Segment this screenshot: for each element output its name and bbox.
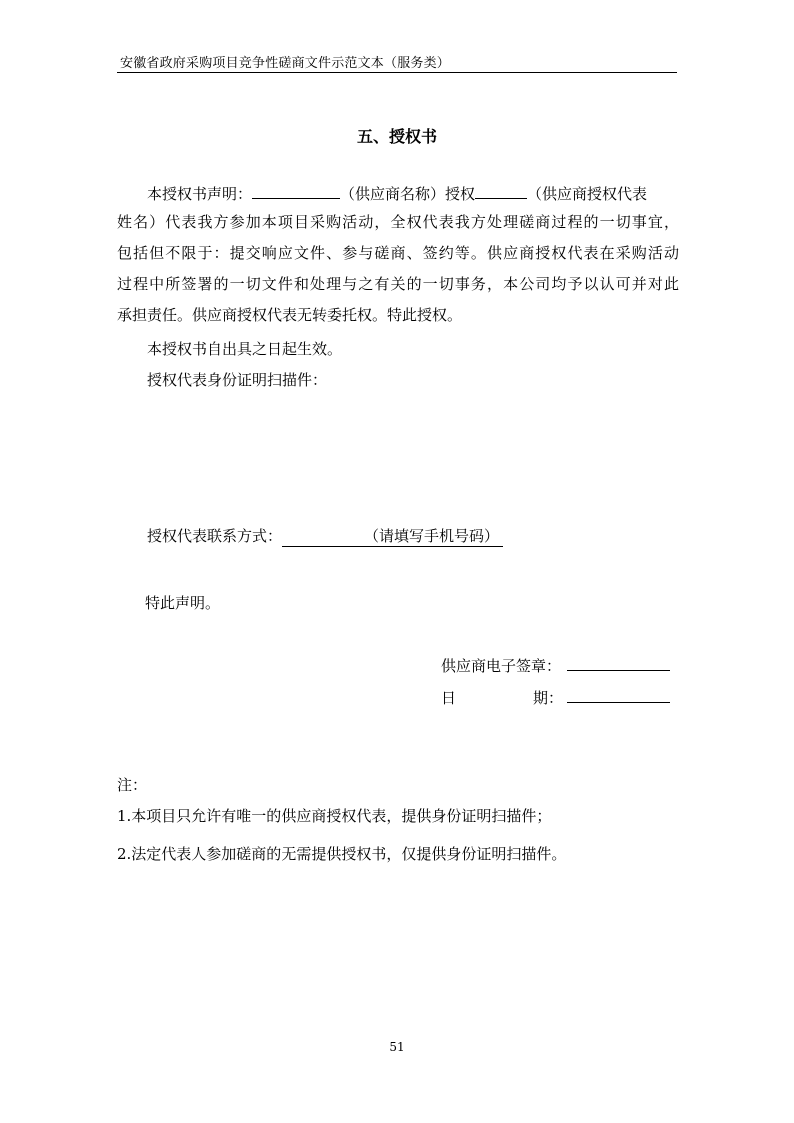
date-line [441,685,681,708]
paragraph-line-5: 承担责任。供应商授权代表无转委托权。特此授权。 [117,306,463,324]
id-scan-label: 授权代表身份证明扫描件： [147,371,328,389]
date-label-char: 日 [441,689,457,707]
declaration-text: 特此声明。 [145,594,221,612]
date-blank[interactable] [567,685,670,703]
representative-name-blank[interactable] [475,181,527,199]
contact-label: 授权代表联系方式： [147,527,283,545]
header-rule [117,72,677,73]
contact-line [117,526,709,547]
page-number: 51 [389,1040,405,1054]
seal-blank[interactable] [567,653,670,671]
contact-hint: （请填写手机号码） [364,527,500,545]
contact-field[interactable] [282,526,503,547]
paragraph-line-4: 过程中所签署的一切文件和处理与之有关的一切事务，本公司均予以认可并对此 [117,275,679,293]
representative-hint: （供应商授权代表 [527,185,648,203]
seal-line [441,653,681,676]
paragraph-line-2: 姓名）代表我方参加本项目采购活动，全权代表我方处理磋商过程的一切事宜， [117,213,679,231]
date-label-rest: 期： [533,689,564,707]
paragraph-line-1 [117,181,709,204]
note-item-2: 2.法定代表人参加磋商的无需提供授权书，仅提供身份证明扫描件。 [117,845,567,863]
note-item-1: 1.本项目只允许有唯一的供应商授权代表，提供身份证明扫描件； [117,807,552,825]
notes-heading: 注： [117,776,148,794]
effective-statement: 本授权书自出具之日起生效。 [147,340,343,358]
section-title: 五、授权书 [356,127,437,146]
seal-label: 供应商电子签章： [441,657,562,675]
statement-prefix: 本授权书声明： [147,185,253,203]
running-header: 安徽省政府采购项目竞争性磋商文件示范文本（服务类） [120,56,451,71]
supplier-name-blank[interactable] [252,181,340,199]
supplier-name-hint: （供应商名称）授权 [340,185,476,203]
paragraph-line-3: 包括但不限于：提交响应文件、参与磋商、签约等。供应商授权代表在采购活动 [117,244,679,262]
